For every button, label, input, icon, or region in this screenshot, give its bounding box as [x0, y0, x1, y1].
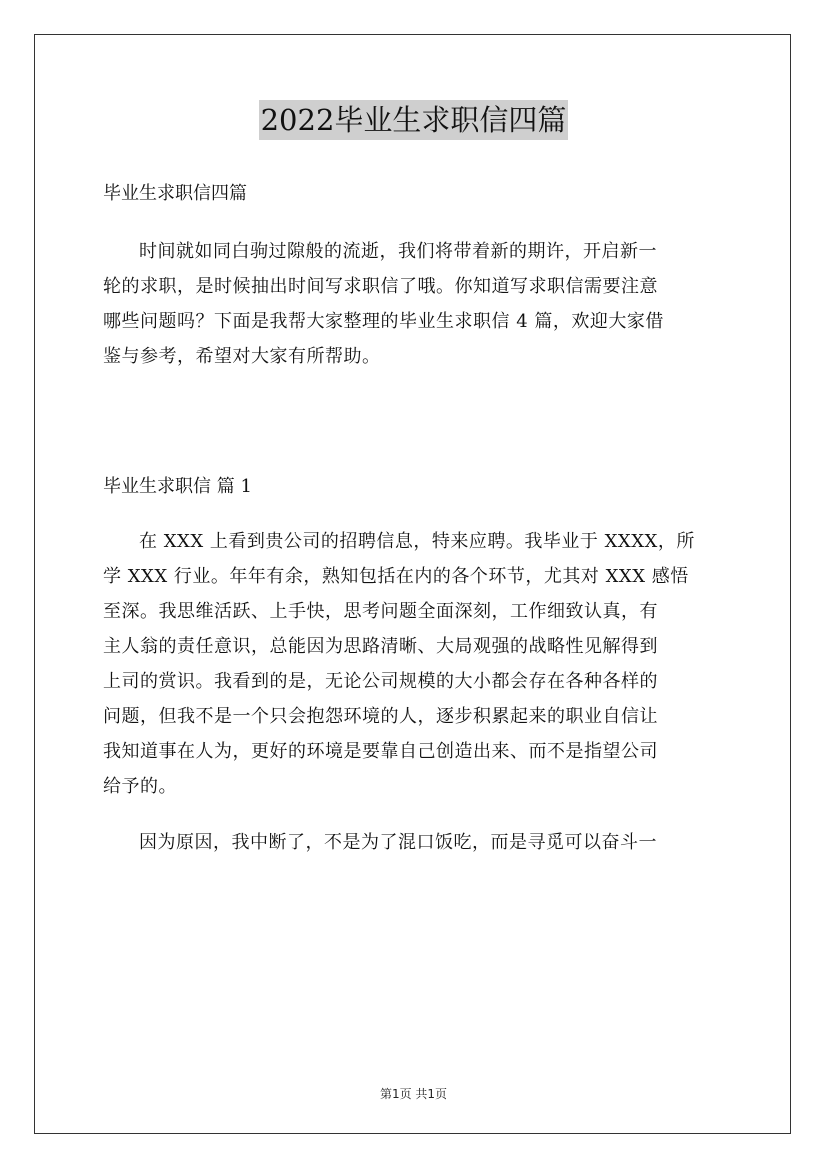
page-footer: [0, 1085, 827, 1102]
section1-paragraph-1: [103, 524, 728, 804]
paragraph-line: 鉴与参考，希望对大家有所帮助。: [103, 346, 381, 367]
paragraph-line: 因为原因，我中断了，不是为了混口饭吃，而是寻觅可以奋斗一: [139, 832, 657, 853]
section1-paragraph-2: [103, 825, 728, 860]
spacer: [103, 504, 728, 524]
document-body: [103, 176, 728, 860]
paragraph-line: 在 XXX 上看到贵公司的招聘信息，特来应聘。我毕业于 XXXX，所: [139, 531, 695, 552]
document-title: 2022毕业生求职信四篇: [259, 100, 569, 140]
spacer: [103, 374, 728, 469]
paragraph-line: 给予的。: [103, 776, 177, 797]
intro-paragraph: [103, 234, 728, 374]
page-number: 第1页 共1页: [379, 1087, 448, 1101]
paragraph-line: 主人翁的责任意识，总能因为思路清晰、大局观强的战略性见解得到: [103, 636, 658, 657]
paragraph-line: 时间就如同白驹过隙般的流逝，我们将带着新的期许，开启新一: [139, 241, 657, 262]
paragraph-line: 我知道事在人为，更好的环境是要靠自己创造出来、而不是指望公司: [103, 741, 658, 762]
paragraph-line: 上司的赏识。我看到的是，无论公司规模的大小都会存在各种各样的: [103, 671, 658, 692]
title-container: [0, 100, 827, 140]
paragraph-line: 哪些问题吗？下面是我帮大家整理的毕业生求职信 4 篇，欢迎大家借: [103, 311, 664, 332]
paragraph-line: 问题，但我不是一个只会抱怨环境的人，逐步积累起来的职业自信让: [103, 706, 658, 727]
spacer: [103, 211, 728, 234]
section-heading: 毕业生求职信 篇 1: [103, 476, 252, 497]
spacer: [103, 804, 728, 825]
document-subtitle: 毕业生求职信四篇: [103, 183, 247, 204]
paragraph-line: 轮的求职，是时候抽出时间写求职信了哦。你知道写求职信需要注意: [103, 276, 658, 297]
paragraph-line: 学 XXX 行业。年年有余，熟知包括在内的各个环节，尤其对 XXX 感悟: [103, 566, 689, 587]
paragraph-line: 至深。我思维活跃、上手快，思考问题全面深刻，工作细致认真，有: [103, 601, 658, 622]
